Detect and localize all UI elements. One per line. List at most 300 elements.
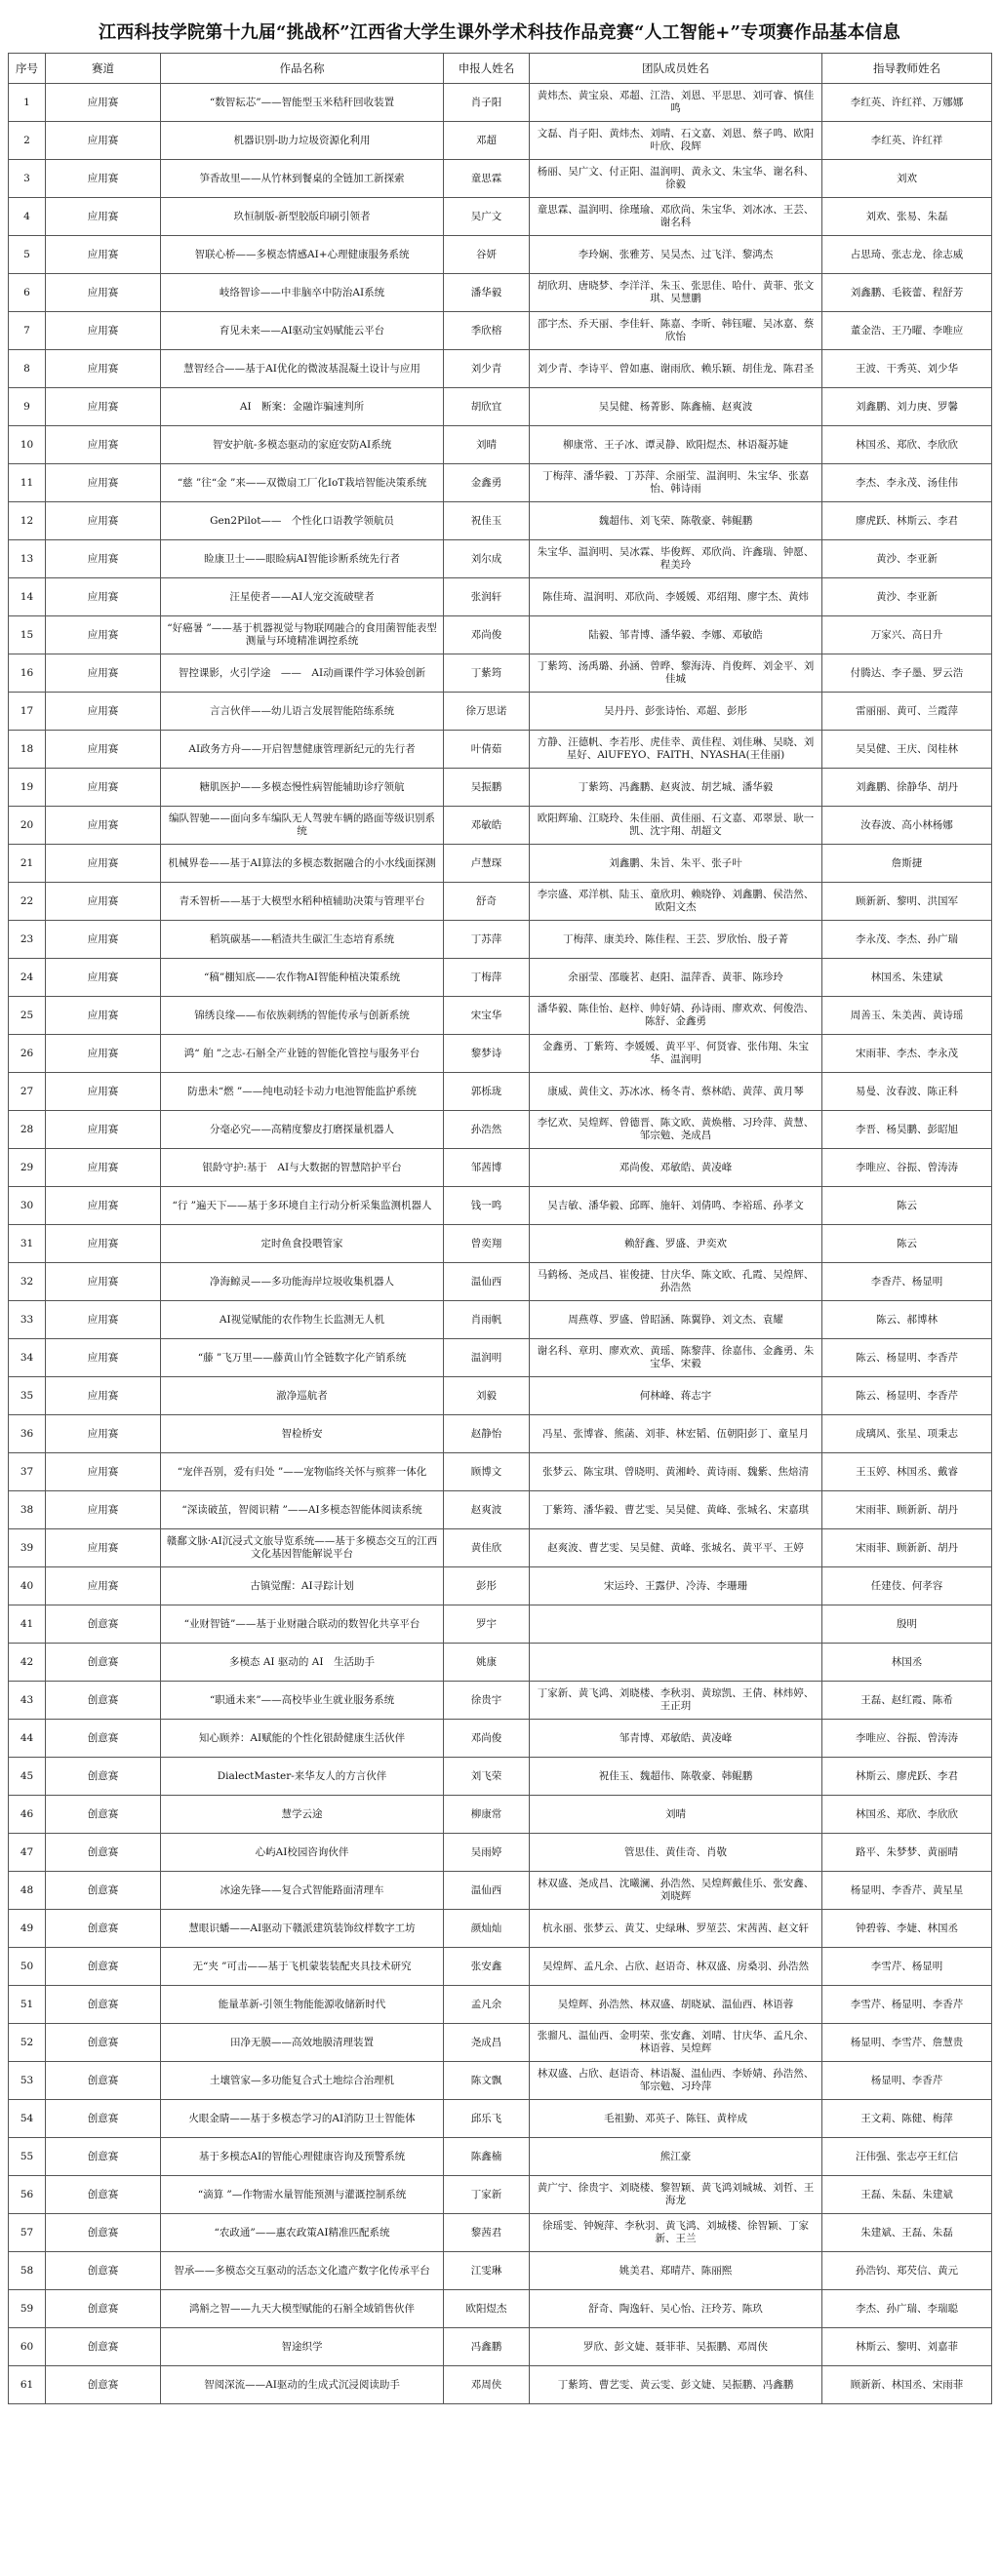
table-row bbox=[9, 654, 992, 693]
track: 应用赛 bbox=[46, 693, 161, 731]
track: 创意赛 bbox=[46, 2024, 161, 2062]
work-name: 鸿斛之智——九天大模型赋能的石斛全域销售伙伴 bbox=[161, 2290, 444, 2328]
applicant: 赵静怡 bbox=[444, 1415, 530, 1453]
row-index: 13 bbox=[9, 540, 46, 578]
table-row bbox=[9, 1529, 992, 1567]
advisors: 李红英、许红祥 bbox=[822, 122, 992, 160]
work-name: “行 ”遍天下——基于多环境自主行动分析采集监测机器人 bbox=[161, 1187, 444, 1225]
applicant: 丁苏萍 bbox=[444, 921, 530, 959]
team-members: 马鹤杨、尧成昌、崔俊捷、甘庆华、陈文欧、孔霞、吴煌辉、孙浩然 bbox=[530, 1263, 822, 1301]
row-index: 50 bbox=[9, 1948, 46, 1986]
team-members: 姚美君、郑晴芹、陈丽熙 bbox=[530, 2252, 822, 2290]
track: 应用赛 bbox=[46, 502, 161, 540]
applicant: 冯鑫鹏 bbox=[444, 2328, 530, 2366]
team-members: 吴吉敏、潘华毅、邱晖、施轩、刘倩鸣、李裕瑶、孙孝文 bbox=[530, 1187, 822, 1225]
team-members: 徐瑶雯、钟婉萍、李秋羽、黄飞鸿、刘城楼、徐智颖、丁家新、王兰 bbox=[530, 2214, 822, 2252]
team-members: 柳康常、王子冰、谭灵静、欧阳煜杰、林语凝苏婕 bbox=[530, 426, 822, 464]
applicant: 温仙西 bbox=[444, 1263, 530, 1301]
row-index: 33 bbox=[9, 1301, 46, 1339]
advisors: 李雪芹、杨显明、李香芹 bbox=[822, 1986, 992, 2024]
applicant: 丁梅萍 bbox=[444, 959, 530, 997]
applicant: 罗宇 bbox=[444, 1605, 530, 1644]
row-index: 61 bbox=[9, 2366, 46, 2404]
applicant: 邹茜博 bbox=[444, 1149, 530, 1187]
track: 应用赛 bbox=[46, 921, 161, 959]
row-index: 29 bbox=[9, 1149, 46, 1187]
row-index: 59 bbox=[9, 2290, 46, 2328]
advisors: 宋雨菲、顾新新、胡丹 bbox=[822, 1529, 992, 1567]
work-name: 土壤管家—多功能复合式土地综合治理机 bbox=[161, 2062, 444, 2100]
advisors: 汪伟强、张志亭王红信 bbox=[822, 2138, 992, 2176]
advisors: 王玉婷、林国丞、戴睿 bbox=[822, 1453, 992, 1491]
applicant: 温润明 bbox=[444, 1339, 530, 1377]
team-members: 丁紫筠、曹艺雯、黄云雯、彭文婕、吴振鹏、冯鑫鹏 bbox=[530, 2366, 822, 2404]
table-row bbox=[9, 122, 992, 160]
track: 应用赛 bbox=[46, 1301, 161, 1339]
advisors: 李唯应、谷振、曾涛涛 bbox=[822, 1720, 992, 1758]
track: 应用赛 bbox=[46, 1415, 161, 1453]
work-name: 锦绣良缘——布依族刺绣的智能传承与创新系统 bbox=[161, 997, 444, 1035]
advisors: 宋雨菲、李杰、李永茂 bbox=[822, 1035, 992, 1073]
advisors: 汝春波、高小林杨娜 bbox=[822, 807, 992, 845]
applicant: 孙浩然 bbox=[444, 1111, 530, 1149]
work-name: 火眼金睛——基于多模态学习的AI消防卫士智能体 bbox=[161, 2100, 444, 2138]
track: 创意赛 bbox=[46, 2138, 161, 2176]
work-name: “稿”棚知底——农作物AI智能种植决策系统 bbox=[161, 959, 444, 997]
table-row bbox=[9, 2328, 992, 2366]
applicant: 谷妍 bbox=[444, 236, 530, 274]
work-name: 鸿“ 舶 ”之志-石斛全产业链的智能化管控与服务平台 bbox=[161, 1035, 444, 1073]
team-members: 吴煌辉、孟凡余、占欣、赵语奇、林双盛、房桑羽、孙浩然 bbox=[530, 1948, 822, 1986]
table-row bbox=[9, 731, 992, 769]
table-row bbox=[9, 2252, 992, 2290]
applicant: 舒奇 bbox=[444, 883, 530, 921]
header-work-name: 作品名称 bbox=[161, 54, 444, 84]
team-members: 方静、汪德帆、李若彤、虎佳幸、黄佳程、刘佳琳、吴晓、刘星好、AlUFEYO、FAITH、NYASHA(王佳丽) bbox=[530, 731, 822, 769]
applicant: 尧成昌 bbox=[444, 2024, 530, 2062]
table-row bbox=[9, 84, 992, 122]
applicant: 姚康 bbox=[444, 1644, 530, 1682]
work-name: 田净无膜——高效地膜清理装置 bbox=[161, 2024, 444, 2062]
team-members: 余丽莹、邵璇茗、赵阳、温萍香、黄菲、陈珍玲 bbox=[530, 959, 822, 997]
table-row bbox=[9, 312, 992, 350]
table-row bbox=[9, 845, 992, 883]
row-index: 36 bbox=[9, 1415, 46, 1453]
track: 应用赛 bbox=[46, 1225, 161, 1263]
advisors: 李红英、许红祥、万娜娜 bbox=[822, 84, 992, 122]
advisors: 陈云、郝博林 bbox=[822, 1301, 992, 1339]
row-index: 8 bbox=[9, 350, 46, 388]
applicant: 江雯琳 bbox=[444, 2252, 530, 2290]
track: 应用赛 bbox=[46, 731, 161, 769]
table-row bbox=[9, 464, 992, 502]
team-members: 吴昊健、杨菁影、陈鑫楠、赵爽波 bbox=[530, 388, 822, 426]
row-index: 30 bbox=[9, 1187, 46, 1225]
row-index: 2 bbox=[9, 122, 46, 160]
team-members: 赵爽波、曹艺雯、吴昊健、黄峰、张城名、黄平平、王婷 bbox=[530, 1529, 822, 1567]
table-row bbox=[9, 1682, 992, 1720]
row-index: 49 bbox=[9, 1910, 46, 1948]
table-row bbox=[9, 1339, 992, 1377]
table-row bbox=[9, 198, 992, 236]
table-row bbox=[9, 1758, 992, 1796]
advisors: 杨显明、李香芹 bbox=[822, 2062, 992, 2100]
applicant: 张润轩 bbox=[444, 578, 530, 616]
table-row bbox=[9, 1491, 992, 1529]
work-name: 银龄守护:基于 AI与大数据的智慧陪护平台 bbox=[161, 1149, 444, 1187]
document-title: 江西科技学院第十九届“挑战杯”江西省大学生课外学术科技作品竞赛“人工智能+”专项赛作品基本信息 bbox=[99, 22, 900, 43]
advisors: 廖虎跃、林斯云、李君 bbox=[822, 502, 992, 540]
table-body bbox=[9, 84, 992, 2404]
header-track: 赛道 bbox=[46, 54, 161, 84]
row-index: 31 bbox=[9, 1225, 46, 1263]
applicant: 邓尚俊 bbox=[444, 1720, 530, 1758]
table-row bbox=[9, 1872, 992, 1910]
work-name: 慧学云途 bbox=[161, 1796, 444, 1834]
row-index: 41 bbox=[9, 1605, 46, 1644]
row-index: 12 bbox=[9, 502, 46, 540]
applicant: 刘毅 bbox=[444, 1377, 530, 1415]
header-index: 序号 bbox=[9, 54, 46, 84]
track: 应用赛 bbox=[46, 1453, 161, 1491]
table-row bbox=[9, 1187, 992, 1225]
row-index: 11 bbox=[9, 464, 46, 502]
advisors: 孙浩钧、郑芡信、黄元 bbox=[822, 2252, 992, 2290]
advisors: 刘鑫鹏、徐静华、胡丹 bbox=[822, 769, 992, 807]
work-name: 能量革新-引领生物能能源收储新时代 bbox=[161, 1986, 444, 2024]
work-name: “好癌暑 ”——基于机器视觉与物联网融合的食用菌智能表型测量与环境精准调控系统 bbox=[161, 616, 444, 654]
team-members: 吴煌辉、孙浩然、林双盛、胡晓斌、温仙西、林语蓉 bbox=[530, 1986, 822, 2024]
track: 应用赛 bbox=[46, 1263, 161, 1301]
team-members: 祝佳玉、魏超伟、陈敬豪、韩鲲鹏 bbox=[530, 1758, 822, 1796]
work-name: 智检桥安 bbox=[161, 1415, 444, 1453]
applicant: 顾博文 bbox=[444, 1453, 530, 1491]
applicant: 孟凡余 bbox=[444, 1986, 530, 2024]
table-row bbox=[9, 274, 992, 312]
work-name: 基于多模态AI的智能心理健康咨询及预警系统 bbox=[161, 2138, 444, 2176]
advisors: 殷明 bbox=[822, 1605, 992, 1644]
work-name: “职通未来”——高校毕业生就业服务系统 bbox=[161, 1682, 444, 1720]
team-members: 刘少青、李诗平、曾如惠、谢雨欣、赖乐颖、胡佳龙、陈君圣 bbox=[530, 350, 822, 388]
team-members: 管思佳、黄佳奇、肖敬 bbox=[530, 1834, 822, 1872]
advisors: 李永茂、李杰、孙广瑞 bbox=[822, 921, 992, 959]
advisors: 万家兴、高日升 bbox=[822, 616, 992, 654]
row-index: 6 bbox=[9, 274, 46, 312]
track: 应用赛 bbox=[46, 122, 161, 160]
team-members: 谢名科、章玥、廖欢欢、黄瑶、陈黎萍、徐嘉伟、金鑫勇、朱宝华、宋毅 bbox=[530, 1339, 822, 1377]
table-row bbox=[9, 1453, 992, 1491]
team-members: 朱宝华、温润明、吴冰霖、毕俊辉、邓欣尚、许鑫瑞、钟愿、程美玲 bbox=[530, 540, 822, 578]
track: 应用赛 bbox=[46, 1073, 161, 1111]
row-index: 56 bbox=[9, 2176, 46, 2214]
work-name: 育见未来——AI驱动宝妈赋能云平台 bbox=[161, 312, 444, 350]
row-index: 9 bbox=[9, 388, 46, 426]
advisors: 董金浩、王乃曜、李唯应 bbox=[822, 312, 992, 350]
row-index: 3 bbox=[9, 160, 46, 198]
table-row bbox=[9, 1073, 992, 1111]
advisors: 王磊、朱磊、朱建斌 bbox=[822, 2176, 992, 2214]
row-index: 40 bbox=[9, 1567, 46, 1605]
track: 应用赛 bbox=[46, 1529, 161, 1567]
work-name: 玖恒制版-新型胶版印刷引领者 bbox=[161, 198, 444, 236]
row-index: 22 bbox=[9, 883, 46, 921]
applicant: 郭栎珑 bbox=[444, 1073, 530, 1111]
row-index: 20 bbox=[9, 807, 46, 845]
work-name: 心屿AI校园咨询伙伴 bbox=[161, 1834, 444, 1872]
track: 创意赛 bbox=[46, 2328, 161, 2366]
work-name: 言言伙伴——幼儿语言发展智能陪练系统 bbox=[161, 693, 444, 731]
work-name: 智联心桥——多模态情感AI+心理健康服务系统 bbox=[161, 236, 444, 274]
advisors: 王波、干秀英、刘少华 bbox=[822, 350, 992, 388]
table-header-row bbox=[9, 54, 992, 84]
table-row bbox=[9, 2176, 992, 2214]
table-row bbox=[9, 616, 992, 654]
applicant: 张安鑫 bbox=[444, 1948, 530, 1986]
applicant: 卢慧琛 bbox=[444, 845, 530, 883]
applicant: 肖雨帆 bbox=[444, 1301, 530, 1339]
table-row bbox=[9, 350, 992, 388]
track: 应用赛 bbox=[46, 769, 161, 807]
team-members: 杨丽、吴广文、付正阳、温润明、黄永文、朱宝华、谢名科、徐毅 bbox=[530, 160, 822, 198]
work-name: 机械界卷——基于AI算法的多模态数据融合的小水线面探测 bbox=[161, 845, 444, 883]
track: 应用赛 bbox=[46, 198, 161, 236]
advisors: 周善玉、朱美茜、黄诗瑶 bbox=[822, 997, 992, 1035]
work-name: 防患未“燃 ”——纯电动轻卡动力电池智能监护系统 bbox=[161, 1073, 444, 1111]
row-index: 52 bbox=[9, 2024, 46, 2062]
team-members: 陈佳琦、温润明、邓欣尚、李媛媛、邓绍翔、廖宇杰、黄炜 bbox=[530, 578, 822, 616]
advisors: 陈云 bbox=[822, 1225, 992, 1263]
team-members: 宋运玲、王露伊、冷涛、李珊珊 bbox=[530, 1567, 822, 1605]
row-index: 27 bbox=[9, 1073, 46, 1111]
advisors: 刘鑫鹏、刘力庚、罗馨 bbox=[822, 388, 992, 426]
team-members: 邹青博、邓敏皓、黄凌峰 bbox=[530, 1720, 822, 1758]
track: 应用赛 bbox=[46, 160, 161, 198]
advisors: 刘欢、张易、朱磊 bbox=[822, 198, 992, 236]
track: 应用赛 bbox=[46, 616, 161, 654]
advisors: 李晋、杨昊鹏、彭昭旭 bbox=[822, 1111, 992, 1149]
advisors: 詹斯捷 bbox=[822, 845, 992, 883]
team-members: 李宗盛、邓洋棋、陆玉、童欣玥、赖晓铮、刘鑫鹏、侯浩然、欧阳文杰 bbox=[530, 883, 822, 921]
advisors: 陈云 bbox=[822, 1187, 992, 1225]
work-name: 无“夹 ”可击——基于飞机蒙装装配夹具技术研究 bbox=[161, 1948, 444, 1986]
work-name: AI视觉赋能的农作物生长监测无人机 bbox=[161, 1301, 444, 1339]
advisors: 林国丞、郑欣、李欣欣 bbox=[822, 1796, 992, 1834]
track: 创意赛 bbox=[46, 1872, 161, 1910]
team-members: 罗欣、彭文婕、聂菲菲、吴振鹏、邓周侠 bbox=[530, 2328, 822, 2366]
advisors: 钟碧蓉、李婕、林国丞 bbox=[822, 1910, 992, 1948]
applicant: 黎梦诗 bbox=[444, 1035, 530, 1073]
team-members: 张梦云、陈宝琪、曾晓明、黄湘岭、黄诗雨、魏紫、焦焙清 bbox=[530, 1453, 822, 1491]
work-name: 定时鱼食投喂管家 bbox=[161, 1225, 444, 1263]
table-row bbox=[9, 921, 992, 959]
row-index: 19 bbox=[9, 769, 46, 807]
row-index: 46 bbox=[9, 1796, 46, 1834]
team-members: 欧阳辉瑜、江晓玲、朱佳丽、黄佳丽、石文嘉、邓翠景、耿一凯、沈宇翔、胡超文 bbox=[530, 807, 822, 845]
row-index: 32 bbox=[9, 1263, 46, 1301]
advisors: 黄沙、李亚新 bbox=[822, 540, 992, 578]
team-members: 丁梅萍、潘华毅、丁苏萍、余丽莹、温润明、朱宝华、张嘉怡、韩诗雨 bbox=[530, 464, 822, 502]
team-members: 康威、黄佳文、苏冰冰、杨冬青、蔡林皓、黄萍、黄月琴 bbox=[530, 1073, 822, 1111]
track: 创意赛 bbox=[46, 2366, 161, 2404]
advisors: 王磊、赵红霞、陈希 bbox=[822, 1682, 992, 1720]
team-members bbox=[530, 1605, 822, 1644]
team-members: 金鑫勇、丁紫筠、李媛媛、黄平平、何贤睿、张伟翔、朱宝华、温润明 bbox=[530, 1035, 822, 1073]
track: 创意赛 bbox=[46, 2214, 161, 2252]
table-row bbox=[9, 1111, 992, 1149]
track: 创意赛 bbox=[46, 2290, 161, 2328]
team-members: 冯星、张博睿、熊菡、刘菲、林宏韬、伍朝阳彭丁、童星月 bbox=[530, 1415, 822, 1453]
row-index: 15 bbox=[9, 616, 46, 654]
team-members: 林双盛、占欣、赵语奇、林语凝、温仙西、李娇婧、孙浩然、邹宗勉、习玲萍 bbox=[530, 2062, 822, 2100]
row-index: 28 bbox=[9, 1111, 46, 1149]
advisors: 杨显明、李雪芹、詹慧贵 bbox=[822, 2024, 992, 2062]
row-index: 58 bbox=[9, 2252, 46, 2290]
track: 创意赛 bbox=[46, 1986, 161, 2024]
track: 应用赛 bbox=[46, 883, 161, 921]
team-members: 舒奇、陶逸轩、吴心怡、汪玲芳、陈玖 bbox=[530, 2290, 822, 2328]
table-row bbox=[9, 160, 992, 198]
row-index: 37 bbox=[9, 1453, 46, 1491]
work-name: “数智耘芯”——智能型玉米秸秆回收装置 bbox=[161, 84, 444, 122]
work-name: 青禾智析——基于大模型水稻种植辅助决策与管理平台 bbox=[161, 883, 444, 921]
track: 应用赛 bbox=[46, 1491, 161, 1529]
track: 应用赛 bbox=[46, 426, 161, 464]
applicant: 颜灿灿 bbox=[444, 1910, 530, 1948]
track: 创意赛 bbox=[46, 1605, 161, 1644]
advisors: 李唯应、谷振、曾涛涛 bbox=[822, 1149, 992, 1187]
applicant: 刘尔成 bbox=[444, 540, 530, 578]
applicant: 吴雨婷 bbox=[444, 1834, 530, 1872]
team-members: 何林峰、蒋志宇 bbox=[530, 1377, 822, 1415]
applicant: 陈文飘 bbox=[444, 2062, 530, 2100]
work-name: 笋香故里——从竹林到餐桌的全链加工新探索 bbox=[161, 160, 444, 198]
table-row bbox=[9, 2138, 992, 2176]
track: 应用赛 bbox=[46, 1111, 161, 1149]
track: 应用赛 bbox=[46, 1567, 161, 1605]
table-row bbox=[9, 540, 992, 578]
table-row bbox=[9, 1644, 992, 1682]
applicant: 曾奕翔 bbox=[444, 1225, 530, 1263]
applicant: 邓尚俊 bbox=[444, 616, 530, 654]
table-row bbox=[9, 1567, 992, 1605]
work-name: 净海鲸灵——多功能海岸垃圾收集机器人 bbox=[161, 1263, 444, 1301]
team-members: 邵宇杰、乔天丽、李佳轩、陈嘉、李昕、韩钰曜、吴冰嘉、蔡欣怡 bbox=[530, 312, 822, 350]
team-members: 丁紫筠、冯鑫鹏、赵爽波、胡艺城、潘华毅 bbox=[530, 769, 822, 807]
advisors: 陈云、杨显明、李香芹 bbox=[822, 1339, 992, 1377]
applicant: 童思霖 bbox=[444, 160, 530, 198]
advisors: 任建伎、何孝容 bbox=[822, 1567, 992, 1605]
table-row bbox=[9, 2290, 992, 2328]
table-row bbox=[9, 1720, 992, 1758]
team-members: 周燕尊、罗盛、曾昭涵、陈翼铮、刘文杰、袁耀 bbox=[530, 1301, 822, 1339]
table-row bbox=[9, 959, 992, 997]
advisors: 雷丽丽、黄可、兰霞萍 bbox=[822, 693, 992, 731]
table-row bbox=[9, 1605, 992, 1644]
row-index: 23 bbox=[9, 921, 46, 959]
team-members: 丁家新、黄飞鸿、刘晓楼、李秋羽、黄琼凯、王倩、林炜婷、王正玥 bbox=[530, 1682, 822, 1720]
track: 创意赛 bbox=[46, 2100, 161, 2138]
row-index: 60 bbox=[9, 2328, 46, 2366]
team-members: 文磊、肖子阳、黄炜杰、刘晴、石文嘉、刘恩、蔡子鸣、欧阳叶欣、段辉 bbox=[530, 122, 822, 160]
team-members bbox=[530, 1644, 822, 1682]
table-row bbox=[9, 388, 992, 426]
applicant: 肖子阳 bbox=[444, 84, 530, 122]
applicant: 刘飞荣 bbox=[444, 1758, 530, 1796]
applicant: 邓敏皓 bbox=[444, 807, 530, 845]
applicant: 潘华毅 bbox=[444, 274, 530, 312]
header-applicant: 申报人姓名 bbox=[444, 54, 530, 84]
applicant: 陈鑫楠 bbox=[444, 2138, 530, 2176]
team-members: 毛祖勤、邓英子、陈钰、黄梓成 bbox=[530, 2100, 822, 2138]
table-row bbox=[9, 1035, 992, 1073]
advisors: 成璃风、张星、项秉志 bbox=[822, 1415, 992, 1453]
track: 应用赛 bbox=[46, 959, 161, 997]
applicant: 季欣榕 bbox=[444, 312, 530, 350]
applicant: 欧阳煜杰 bbox=[444, 2290, 530, 2328]
track: 应用赛 bbox=[46, 1187, 161, 1225]
track: 应用赛 bbox=[46, 578, 161, 616]
track: 创意赛 bbox=[46, 1720, 161, 1758]
team-members: 黄炜杰、黄宝泉、邓超、江浩、刘恩、平思思、刘可睿、慎佳鸣 bbox=[530, 84, 822, 122]
track: 应用赛 bbox=[46, 464, 161, 502]
work-name: AI政务方舟——开启智慧健康管理新纪元的先行者 bbox=[161, 731, 444, 769]
advisors: 黄沙、李亚新 bbox=[822, 578, 992, 616]
applicant: 柳康常 bbox=[444, 1796, 530, 1834]
work-name: 稻筑碳基——稻渣共生碳汇生态培育系统 bbox=[161, 921, 444, 959]
table-row bbox=[9, 2100, 992, 2138]
track: 应用赛 bbox=[46, 84, 161, 122]
row-index: 53 bbox=[9, 2062, 46, 2100]
track: 应用赛 bbox=[46, 997, 161, 1035]
table-row bbox=[9, 502, 992, 540]
track: 创意赛 bbox=[46, 1796, 161, 1834]
work-name: 智阅深流——AI驱动的生成式沉浸阅读助手 bbox=[161, 2366, 444, 2404]
track: 创意赛 bbox=[46, 1948, 161, 1986]
track: 创意赛 bbox=[46, 1644, 161, 1682]
row-index: 51 bbox=[9, 1986, 46, 2024]
table-row bbox=[9, 1149, 992, 1187]
advisors: 林国丞、郑欣、李欣欣 bbox=[822, 426, 992, 464]
work-name: 赣鄱文脉·AI沉浸式文旅导览系统——基于多模态交互的江西文化基因智能解说平台 bbox=[161, 1529, 444, 1567]
row-index: 4 bbox=[9, 198, 46, 236]
work-name: “农政通”——惠农政策AI精准匹配系统 bbox=[161, 2214, 444, 2252]
table-row bbox=[9, 236, 992, 274]
row-index: 44 bbox=[9, 1720, 46, 1758]
advisors: 易曼、汝春波、陈正科 bbox=[822, 1073, 992, 1111]
table-row bbox=[9, 1263, 992, 1301]
team-members: 童思霖、温润明、徐瑾瑜、邓欣尚、朱宝华、刘冰冰、王芸、谢名科 bbox=[530, 198, 822, 236]
track: 创意赛 bbox=[46, 1682, 161, 1720]
row-index: 42 bbox=[9, 1644, 46, 1682]
team-members: 陆毅、邹青博、潘华毅、李娜、邓敏皓 bbox=[530, 616, 822, 654]
team-members: 丁梅萍、康美玲、陈佳程、王芸、罗欣怡、殷子菁 bbox=[530, 921, 822, 959]
track: 应用赛 bbox=[46, 312, 161, 350]
table-row bbox=[9, 426, 992, 464]
advisors: 顾新新、林国丞、宋雨菲 bbox=[822, 2366, 992, 2404]
advisors: 林斯云、廖虎跃、李君 bbox=[822, 1758, 992, 1796]
row-index: 16 bbox=[9, 654, 46, 693]
work-name: 汪星使者——AI人宠交流破壁者 bbox=[161, 578, 444, 616]
work-name: 糖肌医护——多模态慢性病智能辅助诊疗领航 bbox=[161, 769, 444, 807]
table-row bbox=[9, 1986, 992, 2024]
header-team-members: 团队成员姓名 bbox=[530, 54, 822, 84]
team-members: 李忆欢、吴煌辉、曾德晋、陈文欧、黄焕楷、习玲萍、黄慧、邹宗勉、尧成昌 bbox=[530, 1111, 822, 1149]
advisors: 刘欢 bbox=[822, 160, 992, 198]
work-name: DialectMaster-来华友人的方言伙伴 bbox=[161, 1758, 444, 1796]
work-name: 冰途先锋——复合式智能路面清理车 bbox=[161, 1872, 444, 1910]
work-name: 岐络智诊——中非脑卒中防治AI系统 bbox=[161, 274, 444, 312]
work-name: 编队智驰——面向多车编队无人驾驶车辆的路面等级识别系统 bbox=[161, 807, 444, 845]
